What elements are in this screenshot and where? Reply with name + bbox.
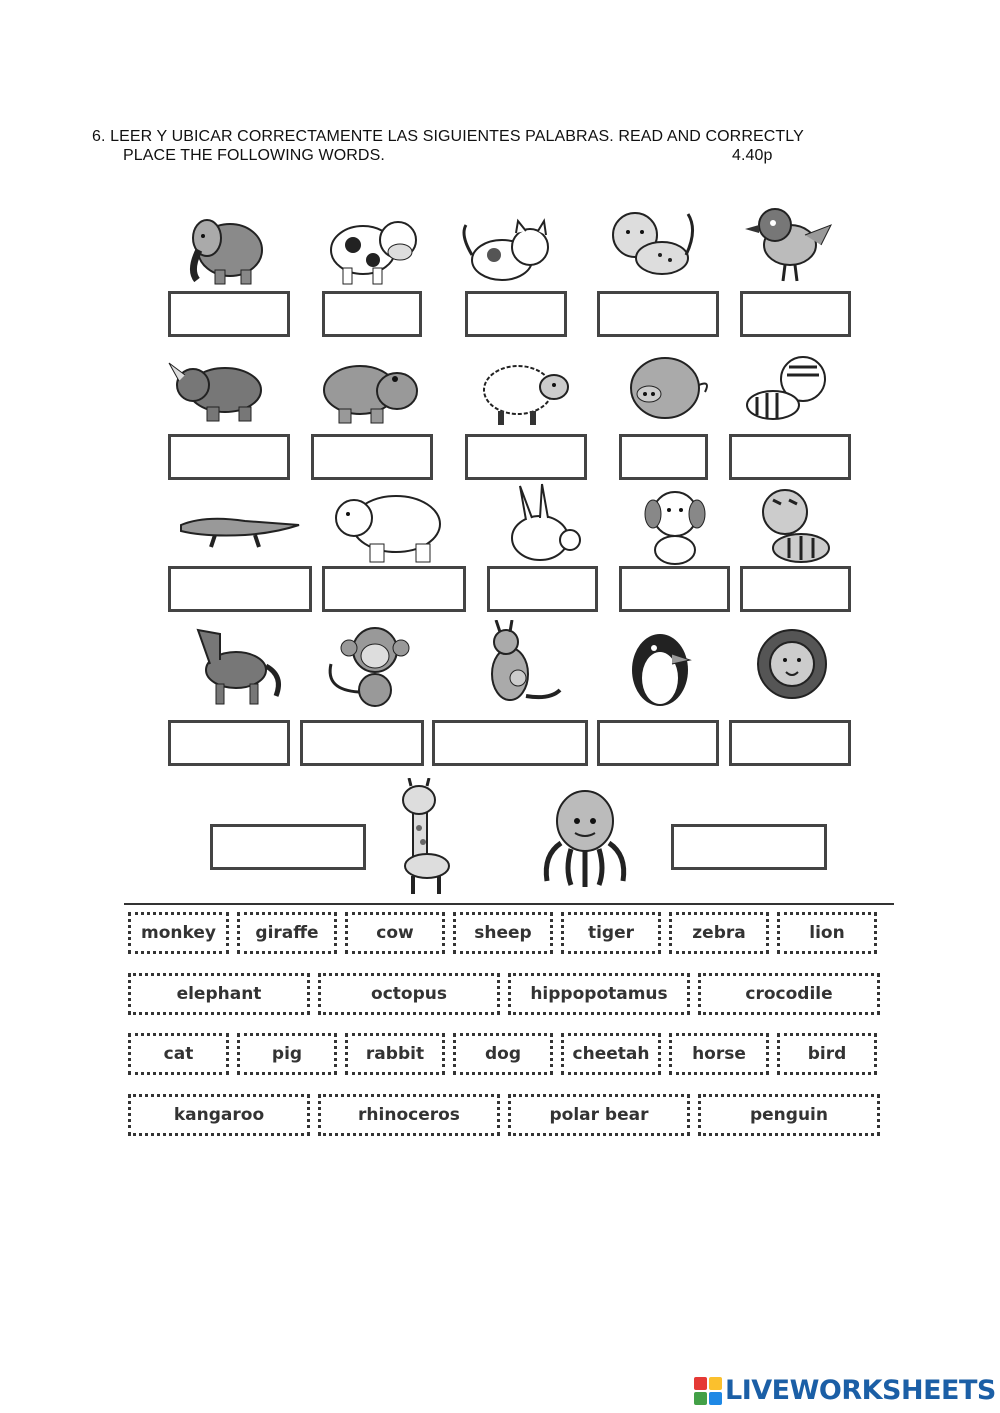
logo-mark-icon — [694, 1377, 722, 1405]
word-chip[interactable]: dog — [453, 1033, 553, 1075]
answer-box-tiger[interactable] — [740, 566, 851, 612]
polar-bear-icon — [330, 480, 450, 570]
word-chip[interactable]: pig — [237, 1033, 337, 1075]
answer-box-hippopotamus[interactable] — [311, 434, 433, 480]
answer-box-elephant[interactable] — [168, 291, 290, 337]
rabbit-icon — [490, 480, 600, 570]
answer-box-horse[interactable] — [168, 720, 290, 766]
hippopotamus-icon — [315, 345, 425, 435]
answer-box-cheetah[interactable] — [597, 291, 719, 337]
cow-icon — [318, 200, 428, 290]
lion-icon — [742, 620, 852, 710]
answer-box-dog[interactable] — [619, 566, 730, 612]
kangaroo-icon — [460, 620, 570, 710]
elephant-icon — [175, 200, 285, 290]
points-label: 4.40p — [732, 147, 773, 164]
word-chip[interactable]: octopus — [318, 973, 500, 1015]
pig-icon — [615, 340, 725, 430]
word-chip[interactable]: cat — [128, 1033, 229, 1075]
word-bank-row-2 — [128, 973, 890, 1017]
word-chip[interactable]: sheep — [453, 912, 553, 954]
answer-box-pig[interactable] — [619, 434, 708, 480]
rhinoceros-icon — [165, 345, 275, 435]
word-chip[interactable]: monkey — [128, 912, 229, 954]
word-chip[interactable]: elephant — [128, 973, 310, 1015]
tiger-icon — [745, 480, 855, 570]
horse-icon — [180, 620, 290, 710]
answer-box-bird[interactable] — [740, 291, 851, 337]
word-bank-row-1 — [128, 912, 890, 956]
word-chip[interactable]: bird — [777, 1033, 877, 1075]
answer-box-penguin[interactable] — [597, 720, 719, 766]
answer-box-rabbit[interactable] — [487, 566, 598, 612]
answer-box-lion[interactable] — [729, 720, 851, 766]
word-chip[interactable]: rhinoceros — [318, 1094, 500, 1136]
zebra-icon — [733, 345, 843, 435]
dog-icon — [625, 480, 735, 570]
answer-box-zebra[interactable] — [729, 434, 851, 480]
divider-line — [124, 903, 894, 905]
liveworksheets-logo — [694, 1375, 996, 1406]
bird-icon — [735, 195, 845, 285]
word-chip[interactable]: giraffe — [237, 912, 337, 954]
word-chip[interactable]: crocodile — [698, 973, 880, 1015]
instruction-line-1: 6. LEER Y UBICAR CORRECTAMENTE LAS SIGUIENTES PALABRAS. READ AND CORRECTLY — [92, 128, 804, 145]
monkey-icon — [315, 620, 425, 710]
word-chip[interactable]: penguin — [698, 1094, 880, 1136]
answer-box-crocodile[interactable] — [168, 566, 312, 612]
instructions — [92, 127, 804, 165]
brand-name: LIVEWORKSHEETS — [725, 1375, 996, 1406]
sheep-icon — [470, 345, 580, 435]
answer-box-giraffe[interactable] — [210, 824, 366, 870]
answer-box-monkey[interactable] — [300, 720, 424, 766]
answer-box-rhinoceros[interactable] — [168, 434, 290, 480]
answer-box-polar-bear[interactable] — [322, 566, 466, 612]
answer-box-octopus[interactable] — [671, 824, 827, 870]
word-chip[interactable]: lion — [777, 912, 877, 954]
word-chip[interactable]: rabbit — [345, 1033, 445, 1075]
answer-box-kangaroo[interactable] — [432, 720, 588, 766]
word-chip[interactable]: cow — [345, 912, 445, 954]
word-bank-row-4 — [128, 1094, 890, 1138]
word-chip[interactable]: hippopotamus — [508, 973, 690, 1015]
cat-icon — [452, 205, 562, 295]
word-chip[interactable]: polar bear — [508, 1094, 690, 1136]
word-chip[interactable]: tiger — [561, 912, 661, 954]
word-chip[interactable]: zebra — [669, 912, 769, 954]
word-chip[interactable]: horse — [669, 1033, 769, 1075]
word-chip[interactable]: kangaroo — [128, 1094, 310, 1136]
answer-box-sheep[interactable] — [465, 434, 587, 480]
cheetah-icon — [600, 200, 710, 290]
answer-box-cow[interactable] — [322, 291, 422, 337]
octopus-icon — [535, 785, 635, 890]
penguin-icon — [610, 620, 720, 710]
crocodile-icon — [175, 485, 305, 575]
word-chip[interactable]: cheetah — [561, 1033, 661, 1075]
word-bank-row-3 — [128, 1033, 890, 1077]
giraffe-icon — [385, 778, 465, 898]
answer-box-cat[interactable] — [465, 291, 567, 337]
instruction-line-2: PLACE THE FOLLOWING WORDS. — [123, 147, 385, 164]
